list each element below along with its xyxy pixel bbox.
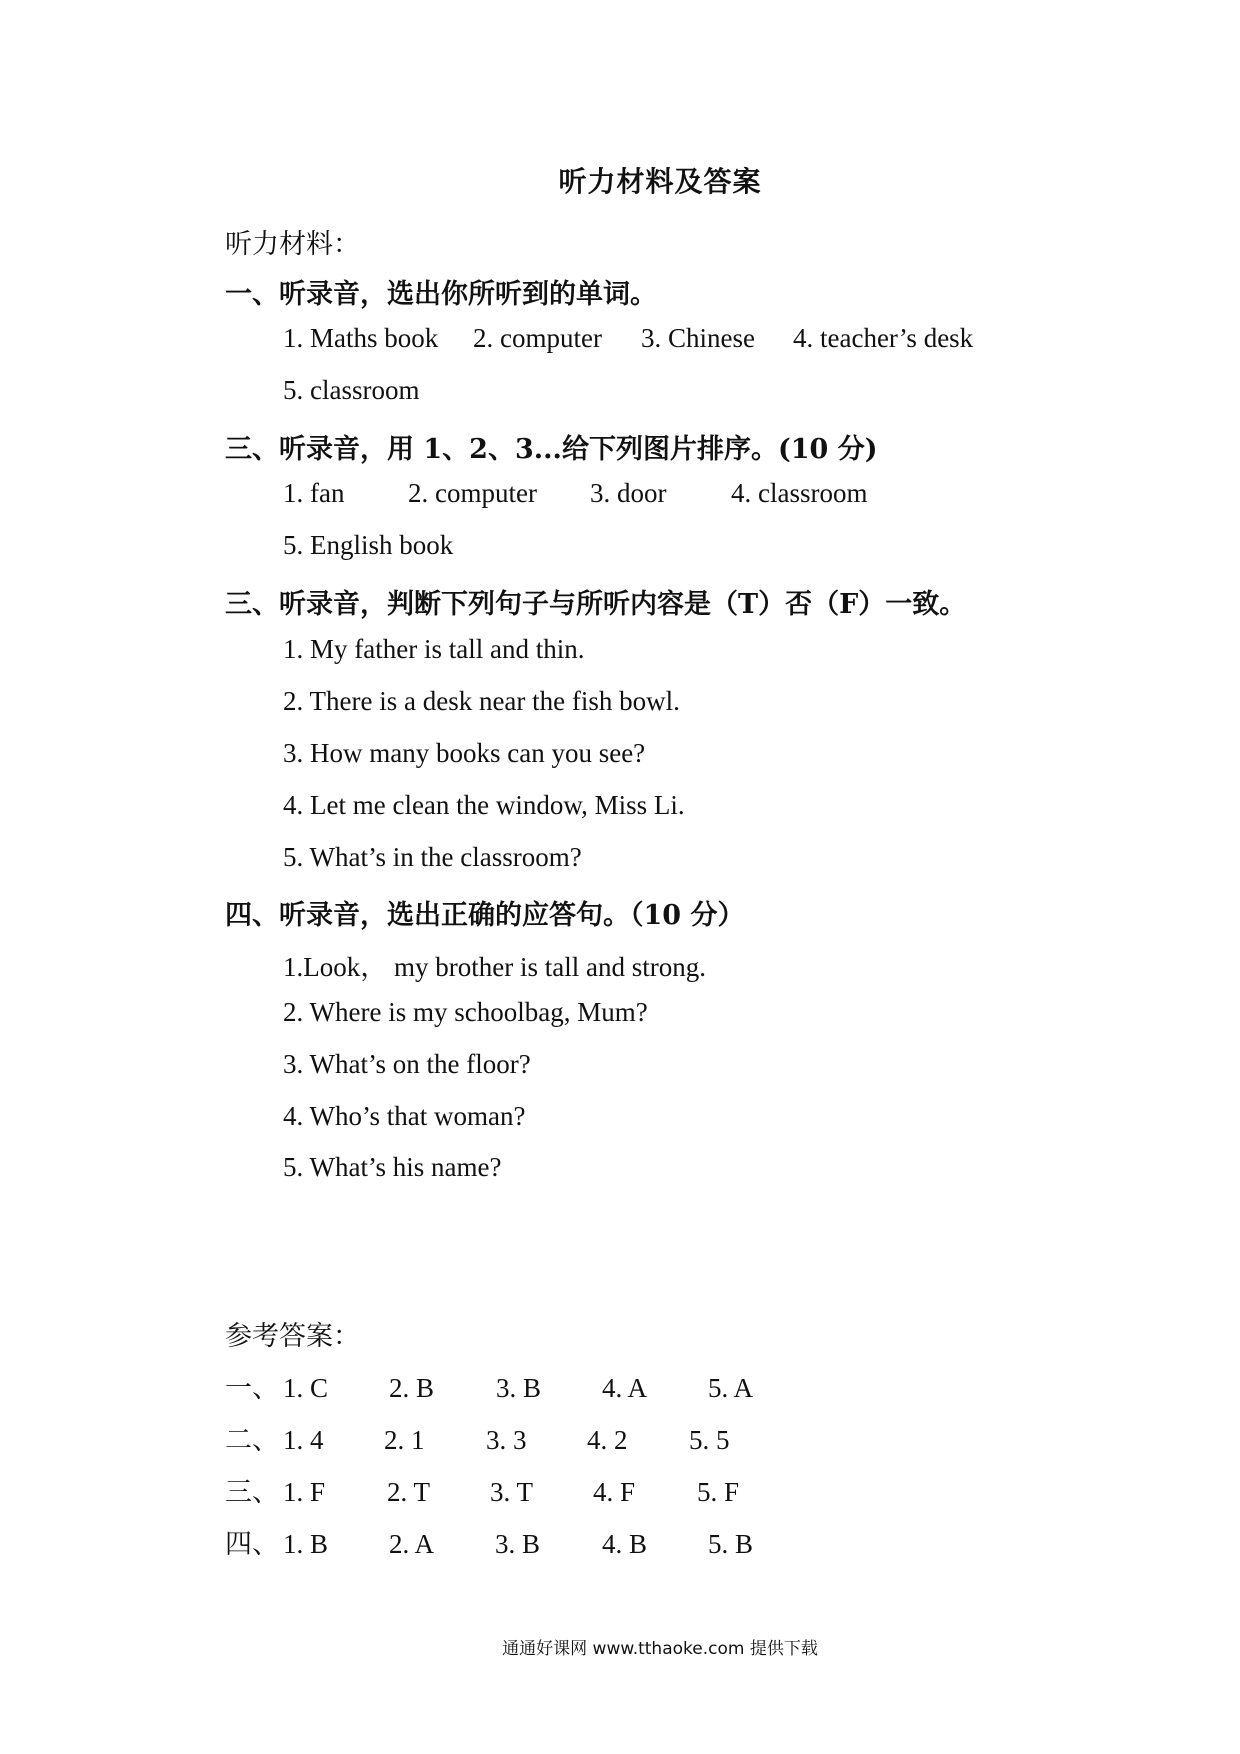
answer-item: 2. 1 (384, 1425, 425, 1455)
answer-item: 3. 3 (486, 1425, 527, 1455)
word-item: 2. computer (408, 478, 537, 508)
word-item: 1. fan (283, 478, 345, 508)
section-1-line-1 (283, 323, 973, 354)
answer-row-3 (225, 1470, 739, 1509)
answer-item: 3. B (495, 1529, 541, 1559)
answer-item: 4. B (602, 1529, 648, 1559)
section-3-line-1: 1. My father is tall and thin. (283, 634, 585, 664)
section-4-line-4: 4. Who’s that woman? (283, 1101, 526, 1131)
section-2-line-2: 5. English book (283, 530, 454, 560)
answer-item: 5. B (708, 1529, 754, 1559)
word-item: 3. Chinese (641, 323, 755, 353)
answer-prefix: 三、 (225, 1477, 279, 1508)
answer-prefix: 四、 (225, 1529, 279, 1560)
section-3-line-2: 2. There is a desk near the fish bowl. (283, 686, 680, 716)
answer-item: 5. 5 (689, 1425, 730, 1455)
word-item: 3. door (590, 478, 667, 508)
answer-item: 1. F (283, 1477, 326, 1507)
section-1-heading: 一、听录音，选出你所听到的单词。 (225, 279, 657, 310)
answer-prefix: 二、 (225, 1425, 279, 1456)
section-2-line-1 (283, 478, 867, 509)
answer-row-2 (225, 1418, 730, 1457)
answer-item: 2. B (389, 1373, 435, 1403)
section-3-heading: 三、听录音，判断下列句子与所听内容是（T）否（F）一致。 (225, 589, 967, 620)
word-item: 4. teacher’s desk (793, 323, 974, 353)
section-4-line-3: 3. What’s on the floor? (283, 1049, 531, 1079)
answer-row-4 (225, 1522, 753, 1561)
answer-item: 2. A (389, 1529, 435, 1559)
section-4-line-1: 1.Look， my brother is tall and strong. (283, 952, 706, 982)
answer-row-1 (225, 1366, 753, 1405)
answer-item: 5. A (708, 1373, 754, 1403)
answer-item: 1. B (283, 1529, 329, 1559)
word-item: 1. Maths book (283, 323, 439, 353)
section-1-line-2: 5. classroom (283, 375, 420, 405)
answer-item: 3. T (490, 1477, 534, 1507)
answer-item: 2. T (387, 1477, 431, 1507)
section-4-line-5: 5. What’s his name? (283, 1152, 502, 1182)
section-4-line-2: 2. Where is my schoolbag, Mum? (283, 997, 648, 1027)
answer-item: 1. 4 (283, 1425, 324, 1455)
section-3-line-5: 5. What’s in the classroom? (283, 842, 582, 872)
answer-prefix: 一、 (225, 1373, 279, 1404)
answers-label: 参考答案： (225, 1321, 360, 1352)
section-4-heading: 四、听录音，选出正确的应答句。（10 分） (225, 900, 745, 931)
answer-item: 5. F (697, 1477, 740, 1507)
answer-item: 1. C (283, 1373, 329, 1403)
answer-item: 4. A (602, 1373, 648, 1403)
answer-item: 4. F (593, 1477, 636, 1507)
section-2-heading: 三、听录音，用 1、2、3...给下列图片排序。(10 分) (225, 434, 878, 465)
footer-note: 通通好课网 www.tthaoke.com 提供下载 (502, 1639, 818, 1659)
section-3-line-3: 3. How many books can you see? (283, 738, 646, 768)
word-item: 2. computer (473, 323, 602, 353)
page-title: 听力材料及答案 (558, 165, 762, 198)
word-item: 4. classroom (731, 478, 868, 508)
answer-item: 3. B (496, 1373, 542, 1403)
materials-label: 听力材料： (225, 229, 360, 260)
section-3-line-4: 4. Let me clean the window, Miss Li. (283, 790, 685, 820)
answer-item: 4. 2 (587, 1425, 628, 1455)
